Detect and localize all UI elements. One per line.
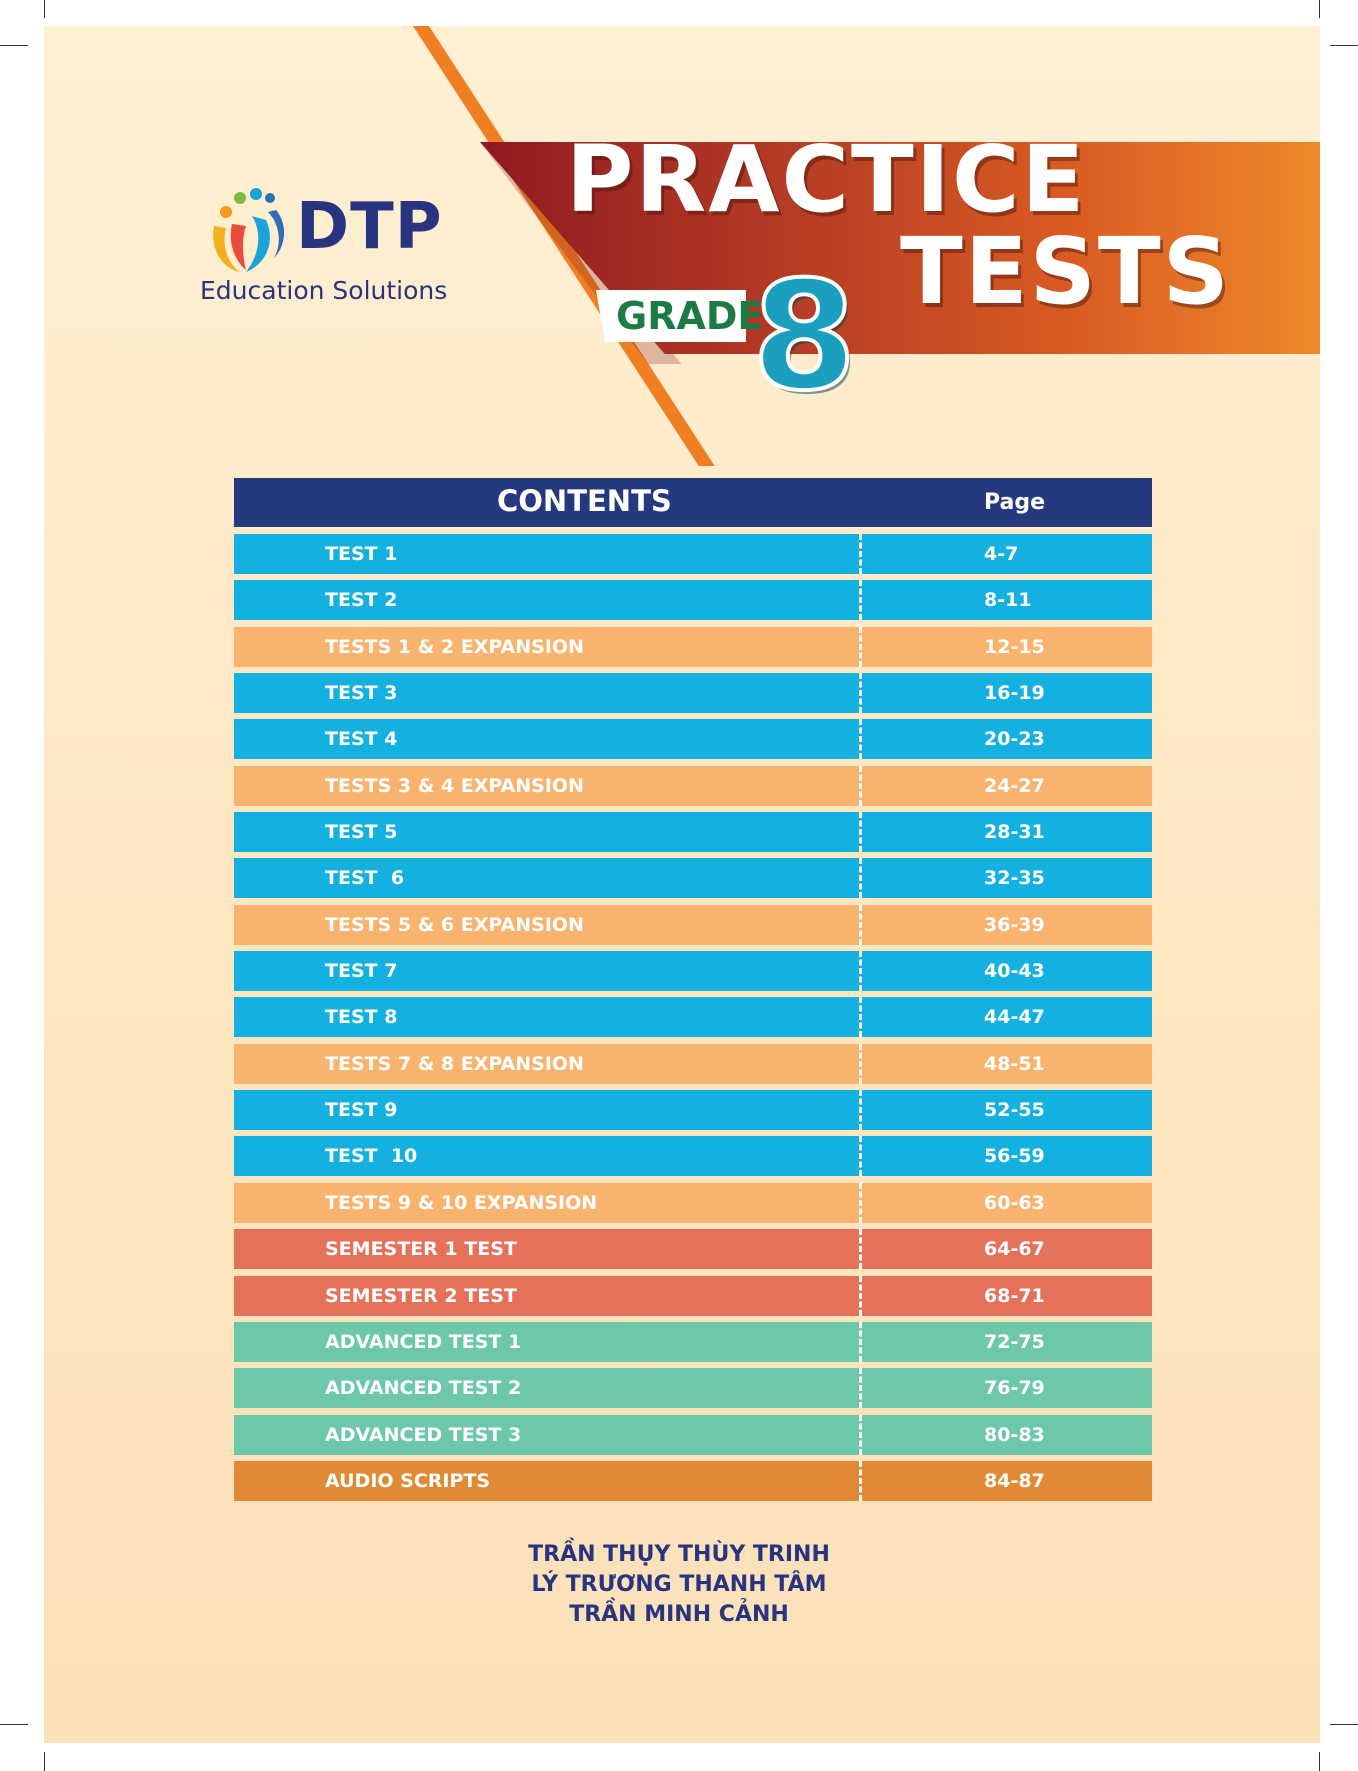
dashed-divider [859,1322,862,1362]
logo-brand: DTP [296,190,443,264]
contents-row-pages: 56-59 [984,1145,1045,1168]
dashed-divider [859,951,862,991]
contents-row-pages: 84-87 [984,1469,1045,1492]
dashed-divider [859,905,862,945]
dashed-divider [859,1044,862,1084]
contents-row-label: SEMESTER 1 TEST [325,1238,517,1261]
contents-row [234,1276,1152,1316]
dashed-divider [859,1136,862,1176]
contents-row-pages: 20-23 [984,728,1045,751]
dashed-divider [859,766,862,806]
contents-row-label: TEST 2 [325,589,398,612]
contents-row-label: ADVANCED TEST 3 [325,1423,522,1446]
dashed-divider [859,1368,862,1408]
contents-row [234,1090,1152,1130]
crop-mark [44,1752,45,1771]
dashed-divider [859,997,862,1037]
crop-mark [1319,0,1320,18]
dashed-divider [859,1090,862,1130]
crop-mark [0,45,28,46]
contents-row-pages: 16-19 [984,682,1045,705]
title-line-1: PRACTICE [566,126,1087,233]
dashed-divider [859,1415,862,1455]
grade-number: 8 [752,250,857,424]
author-name: TRẦN MINH CẢNH [569,1602,789,1627]
contents-row [234,1183,1152,1223]
contents-row-label: AUDIO SCRIPTS [325,1469,491,1492]
contents-row [234,1136,1152,1176]
contents-row-label: TESTS 1 & 2 EXPANSION [325,635,584,658]
contents-row [234,1044,1152,1084]
contents-row-pages: 4-7 [984,543,1019,565]
dashed-divider [859,627,862,667]
contents-row-pages: 8-11 [984,589,1032,612]
contents-heading: CONTENTS [497,484,672,518]
contents-row-label: TEST 9 [325,1099,398,1122]
contents-row-pages: 72-75 [984,1330,1045,1353]
contents-row-label: TESTS 7 & 8 EXPANSION [325,1052,584,1075]
contents-row-pages: 12-15 [984,635,1045,658]
contents-row [234,1368,1152,1408]
contents-row [234,766,1152,806]
dashed-divider [859,812,862,852]
author-name: TRẦN THỤY THÙY TRINH [528,1542,830,1567]
contents-row-label: TESTS 3 & 4 EXPANSION [325,774,584,797]
dashed-divider [859,719,862,759]
contents-rows [234,534,1152,1501]
contents-row [234,1461,1152,1501]
contents-row [234,858,1152,898]
contents-table [234,478,1152,1507]
contents-header [234,478,1152,527]
contents-row-label: TEST 6 [325,867,405,890]
contents-row [234,951,1152,991]
author-name: LÝ TRƯƠNG THANH TÂM [531,1572,827,1597]
dashed-divider [859,858,862,898]
contents-row [234,627,1152,667]
page-heading: Page [984,490,1046,515]
contents-row-pages: 76-79 [984,1377,1045,1400]
contents-row [234,905,1152,945]
contents-row-label: SEMESTER 2 TEST [325,1284,517,1307]
contents-row-label: TEST 4 [325,728,398,751]
contents-row-pages: 68-71 [984,1284,1045,1307]
contents-row-pages: 40-43 [984,960,1045,983]
contents-row [234,1322,1152,1362]
contents-row-pages: 44-47 [984,1006,1045,1029]
contents-row [234,719,1152,759]
contents-row [234,1415,1152,1455]
contents-row-label: ADVANCED TEST 2 [325,1377,522,1400]
contents-row-label: TEST 7 [325,960,398,983]
contents-row-label: TEST 8 [325,1006,398,1029]
contents-row-pages: 60-63 [984,1191,1045,1214]
crop-mark [1330,1724,1358,1725]
contents-row-label: TESTS 5 & 6 EXPANSION [325,913,584,936]
dashed-divider [859,1461,862,1501]
contents-row-label: TEST 10 [325,1145,418,1168]
crop-mark [1330,45,1358,46]
contents-row [234,1229,1152,1269]
contents-row-pages: 80-83 [984,1423,1045,1446]
contents-row [234,997,1152,1037]
contents-row-label: TEST 5 [325,821,398,844]
people-circles-logo-icon [196,184,296,280]
contents-row [234,580,1152,620]
contents-row-pages: 28-31 [984,821,1045,844]
contents-row-pages: 52-55 [984,1099,1045,1122]
crop-mark [0,1724,28,1725]
contents-row-pages: 64-67 [984,1238,1045,1261]
contents-row [234,673,1152,713]
dtp-logo [196,184,466,314]
contents-row-label: TEST 1 [325,543,398,565]
contents-row-label: TEST 3 [325,682,398,705]
dashed-divider [859,1229,862,1269]
contents-row-label: TESTS 9 & 10 EXPANSION [325,1191,598,1214]
dashed-divider [859,673,862,713]
contents-row [234,534,1152,574]
contents-row [234,812,1152,852]
dashed-divider [859,534,862,574]
authors [0,1540,1358,1630]
dashed-divider [859,1276,862,1316]
logo-subtitle: Education Solutions [200,276,448,305]
contents-row-pages: 24-27 [984,774,1045,797]
contents-row-pages: 48-51 [984,1052,1045,1075]
grade-label: GRADE [616,294,764,338]
crop-mark [1319,1752,1320,1771]
dashed-divider [859,580,862,620]
title-line-2: TESTS [900,218,1231,325]
contents-row-label: ADVANCED TEST 1 [325,1330,522,1353]
contents-row-pages: 32-35 [984,867,1045,890]
dashed-divider [859,1183,862,1223]
crop-mark [44,0,45,18]
contents-row-pages: 36-39 [984,913,1045,936]
